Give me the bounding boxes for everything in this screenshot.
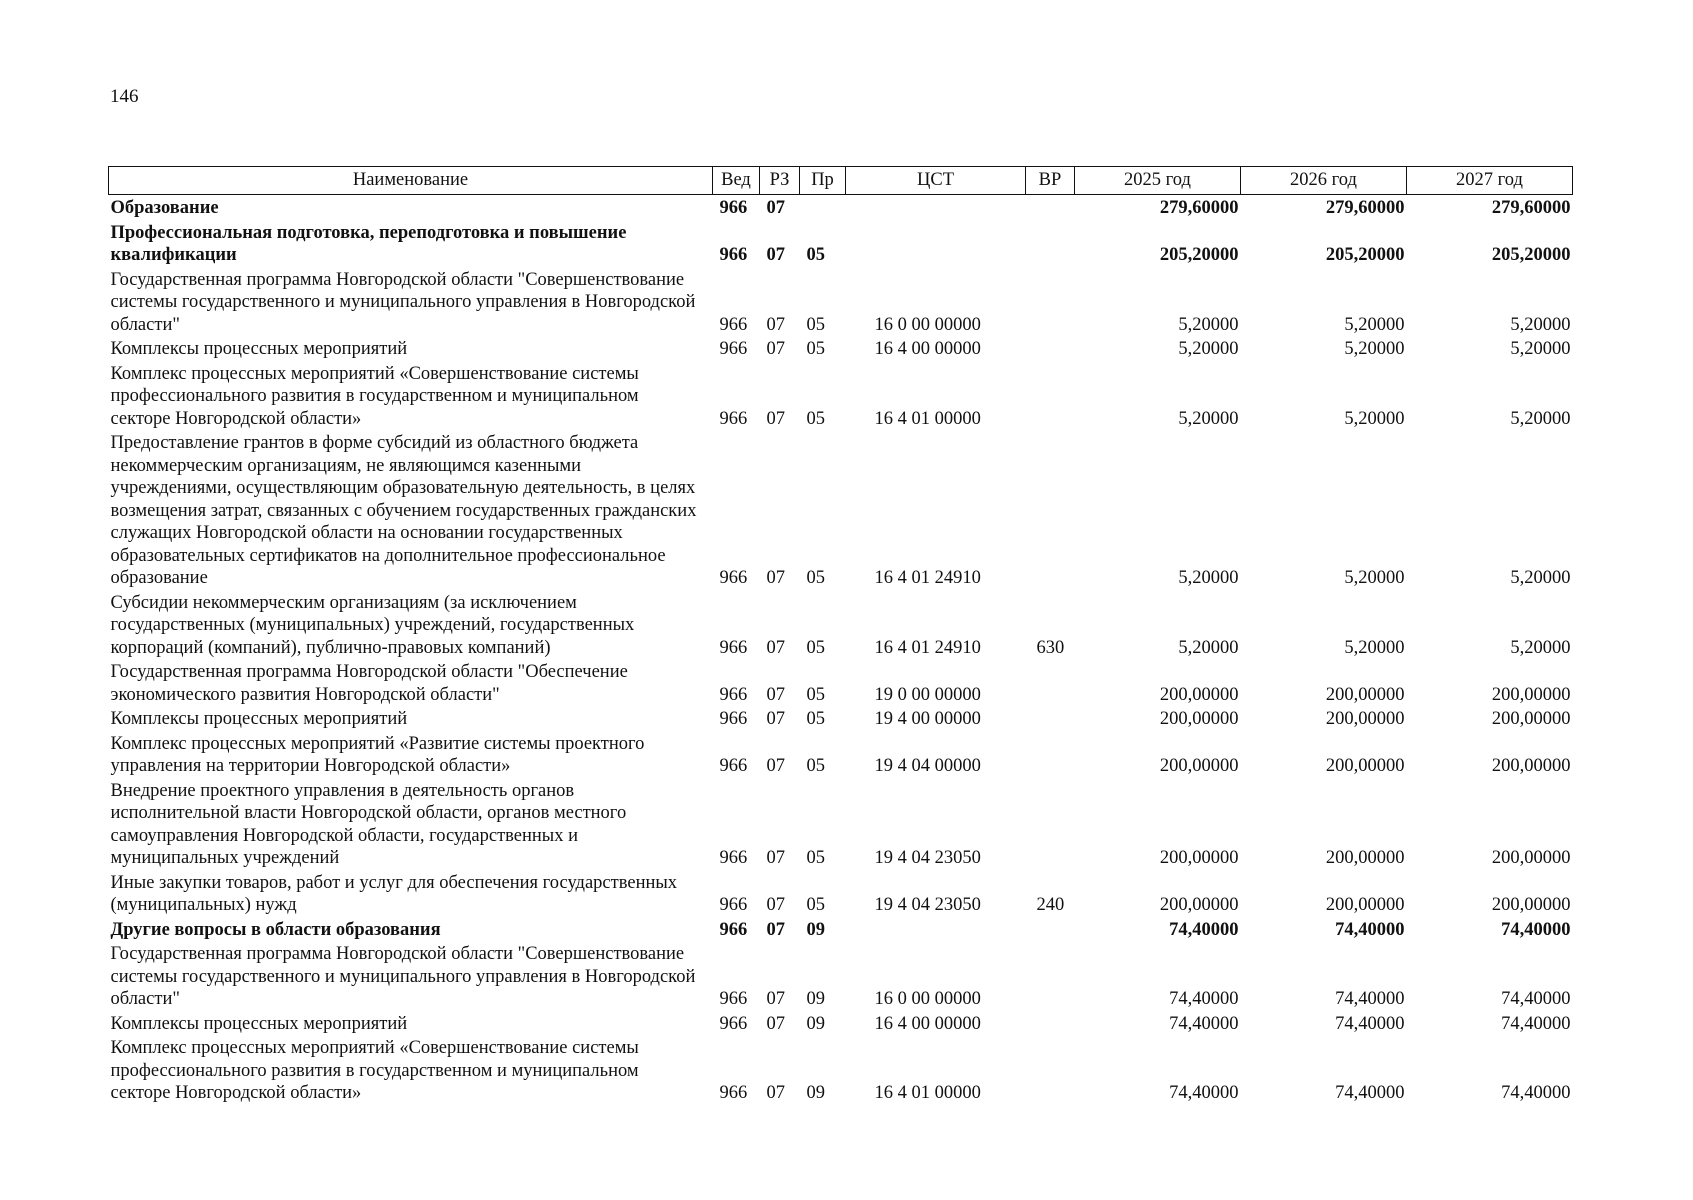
row-rz: 07 [766,848,785,868]
row-pr: 09 [806,989,825,1009]
table-row [109,338,1573,363]
table-row [109,195,1573,222]
row-pr: 09 [806,1013,825,1034]
row-rz: 07 [766,684,785,705]
row-rz: 07 [766,1013,785,1034]
row-rz: 07 [766,1083,785,1103]
header-2025: 2025 год [1075,167,1241,195]
row-vr [1026,919,1075,944]
row-value-2027: 5,20000 [1510,408,1571,429]
row-pr: 05 [806,245,825,265]
row-value-2026: 74,40000 [1335,1013,1405,1034]
table-row [109,943,1573,1013]
row-value-2027: 74,40000 [1501,1013,1571,1034]
table-row [109,1037,1573,1107]
row-value-2027: 200,00000 [1491,895,1571,915]
row-value-2025: 5,20000 [1178,568,1239,588]
row-value-2026: 5,20000 [1344,314,1405,335]
row-cst: 16 4 01 24910 [874,637,981,658]
budget-table [108,166,1573,1107]
table-row [109,780,1573,872]
row-ved: 966 [719,684,748,705]
row-cst: 16 4 01 00000 [874,408,981,429]
row-vr [1026,943,1075,1013]
row-name: Другие вопросы в области образования [110,919,441,940]
row-value-2025: 200,00000 [1159,709,1239,729]
row-vr [1026,1013,1075,1038]
row-name: Комплексы процессных мероприятий [110,709,408,729]
row-value-2025: 205,20000 [1159,245,1239,265]
row-vr: 240 [1036,895,1065,915]
row-value-2027: 5,20000 [1510,568,1571,588]
table-row [109,872,1573,919]
row-rz: 07 [766,198,785,218]
row-name: Комплекс процессных мероприятий «Совершенствование системы профессионального развития в государственном и муниципальном секторе Новгородской области» [110,1038,639,1103]
row-value-2025: 200,00000 [1159,895,1239,915]
row-rz: 07 [766,245,785,265]
row-value-2026: 200,00000 [1325,895,1405,915]
row-vr [1026,338,1075,363]
row-rz: 07 [766,709,785,729]
row-value-2025: 200,00000 [1159,756,1239,776]
row-value-2026: 200,00000 [1325,709,1405,729]
header-name: Наименование [109,167,713,195]
row-value-2027: 200,00000 [1491,709,1571,729]
row-ved: 966 [719,989,748,1009]
row-cst: 19 0 00 00000 [874,684,981,705]
row-value-2027: 200,00000 [1491,848,1571,868]
row-rz: 07 [766,895,785,915]
row-vr [1026,432,1075,592]
row-pr: 05 [806,339,825,359]
row-cst: 16 4 01 24910 [874,568,981,588]
row-cst: 19 4 00 00000 [874,709,981,729]
row-pr: 09 [806,1083,825,1103]
row-name: Государственная программа Новгородской области "Совершенствование системы государственного и муниципального управления в Новгородской области" [110,944,696,1009]
row-cst: 16 4 00 00000 [874,339,981,359]
header-ved: Вед [713,167,760,195]
row-cst [846,222,1026,269]
row-cst: 16 4 01 00000 [874,1083,981,1103]
table-header [109,167,1573,195]
row-vr [1026,195,1075,222]
row-rz: 07 [766,568,785,588]
table-row [109,269,1573,339]
row-value-2026: 5,20000 [1344,339,1405,359]
table-row [109,363,1573,433]
row-value-2026: 74,40000 [1335,989,1405,1009]
row-rz: 07 [766,989,785,1009]
row-value-2027: 5,20000 [1510,637,1571,658]
row-ved: 966 [719,339,748,359]
row-ved: 966 [719,1013,748,1034]
row-vr [1026,222,1075,269]
row-value-2027: 200,00000 [1491,684,1571,705]
row-name: Комплекс процессных мероприятий «Развитие системы проектного управления на территории Новгородской области» [110,733,645,776]
row-pr: 05 [806,408,825,429]
row-value-2027: 279,60000 [1491,198,1571,218]
table-row [109,432,1573,592]
row-name: Иные закупки товаров, работ и услуг для обеспечения государственных (муниципальных) нужд [110,872,678,915]
table-row [109,661,1573,708]
row-value-2025: 74,40000 [1169,919,1239,940]
row-ved: 966 [719,568,748,588]
row-name: Комплексы процессных мероприятий [110,1013,408,1034]
header-vr: ВР [1026,167,1075,195]
row-value-2025: 200,00000 [1159,684,1239,705]
row-pr: 05 [806,684,825,705]
row-value-2026: 200,00000 [1325,756,1405,776]
row-ved: 966 [719,895,748,915]
row-ved: 966 [719,756,748,776]
row-value-2026: 200,00000 [1325,848,1405,868]
row-rz: 07 [766,339,785,359]
table-row [109,222,1573,269]
row-ved: 966 [719,919,748,940]
row-cst: 19 4 04 23050 [874,848,981,868]
row-value-2025: 5,20000 [1178,314,1239,335]
row-value-2026: 74,40000 [1335,1083,1405,1103]
row-pr: 05 [806,848,825,868]
header-pr: Пр [800,167,846,195]
row-value-2027: 74,40000 [1501,989,1571,1009]
row-vr [1026,780,1075,872]
row-rz: 07 [766,408,785,429]
row-name: Комплекс процессных мероприятий «Совершенствование системы профессионального развития в государственном и муниципальном секторе Новгородской области» [110,363,639,429]
row-value-2026: 200,00000 [1325,684,1405,705]
row-cst [846,195,1026,222]
table-row [109,733,1573,780]
row-value-2026: 279,60000 [1325,198,1405,218]
row-vr [1026,733,1075,780]
row-value-2027: 5,20000 [1510,339,1571,359]
table-row [109,708,1573,733]
row-cst: 16 4 00 00000 [874,1013,981,1034]
row-value-2026: 74,40000 [1335,919,1405,940]
header-2026: 2026 год [1241,167,1407,195]
row-ved: 966 [719,1083,748,1103]
row-value-2027: 205,20000 [1491,245,1571,265]
header-cst: ЦСТ [846,167,1026,195]
row-value-2025: 5,20000 [1178,408,1239,429]
row-cst [846,919,1026,944]
row-value-2026: 205,20000 [1325,245,1405,265]
row-rz: 07 [766,637,785,658]
row-ved: 966 [719,314,748,335]
row-vr [1026,1037,1075,1107]
row-pr: 05 [806,568,825,588]
table-row [109,919,1573,944]
row-ved: 966 [719,245,748,265]
row-ved: 966 [719,408,748,429]
row-pr: 05 [806,709,825,729]
row-pr: 05 [806,756,825,776]
row-value-2027: 74,40000 [1501,919,1571,940]
row-value-2027: 5,20000 [1510,314,1571,335]
row-name: Комплексы процессных мероприятий [110,339,408,359]
row-cst: 19 4 04 00000 [874,756,981,776]
row-vr [1026,661,1075,708]
row-value-2027: 74,40000 [1501,1083,1571,1103]
row-ved: 966 [719,848,748,868]
row-value-2025: 74,40000 [1169,1083,1239,1103]
row-name: Государственная программа Новгородской области "Совершенствование системы государственного и муниципального управления в Новгородской области" [110,269,696,335]
row-value-2026: 5,20000 [1344,408,1405,429]
row-value-2027: 200,00000 [1491,756,1571,776]
row-ved: 966 [719,637,748,658]
header-2027: 2027 год [1407,167,1573,195]
row-value-2025: 5,20000 [1178,637,1239,658]
table-body [109,195,1573,1107]
row-pr [800,195,846,222]
row-name: Предоставление грантов в форме субсидий из областного бюджета некоммерческим организациям, не являющимся казенными учреждениями, осуществляющим образовательную деятельность, в целях возмещения затрат, связанных с обучением государственных гражданских служащих Новгородской области на основании государственных образовательных сертификатов на дополнительное профессиональное образование [110,433,697,588]
row-value-2025: 279,60000 [1159,198,1239,218]
row-value-2025: 5,20000 [1178,339,1239,359]
row-name: Государственная программа Новгородской области "Обеспечение экономического развития Новгородской области" [110,662,628,705]
row-ved: 966 [719,709,748,729]
table-row [109,592,1573,662]
row-value-2025: 74,40000 [1169,1013,1239,1034]
row-rz: 07 [766,756,785,776]
row-pr: 05 [806,637,825,658]
row-cst: 19 4 04 23050 [874,895,981,915]
row-rz: 07 [766,314,785,335]
row-pr: 09 [806,919,825,940]
page-number: 146 [110,86,139,107]
row-name: Профессиональная подготовка, переподготовка и повышение квалификации [110,222,627,265]
row-name: Образование [110,198,219,218]
row-pr: 05 [806,895,825,915]
row-value-2026: 5,20000 [1344,568,1405,588]
row-name: Субсидии некоммерческим организациям (за исключением государственных (муниципальных) учреждений, государственных корпораций (компаний), публично-правовых компаний) [110,592,635,658]
row-cst: 16 0 00 00000 [874,989,981,1009]
row-value-2025: 200,00000 [1159,848,1239,868]
header-rz: РЗ [760,167,800,195]
row-value-2026: 5,20000 [1344,637,1405,658]
row-cst: 16 0 00 00000 [874,314,981,335]
row-vr [1026,269,1075,339]
row-vr [1026,708,1075,733]
row-value-2025: 74,40000 [1169,989,1239,1009]
row-name: Внедрение проектного управления в деятельность органов исполнительной власти Новгородской области, органов местного самоуправления Новгородской области, государственных и муниципальных учреждений [110,780,627,868]
table-row [109,1013,1573,1038]
row-ved: 966 [719,198,748,218]
row-vr: 630 [1036,637,1065,658]
row-vr [1026,363,1075,433]
row-pr: 05 [806,314,825,335]
row-rz: 07 [766,919,785,940]
